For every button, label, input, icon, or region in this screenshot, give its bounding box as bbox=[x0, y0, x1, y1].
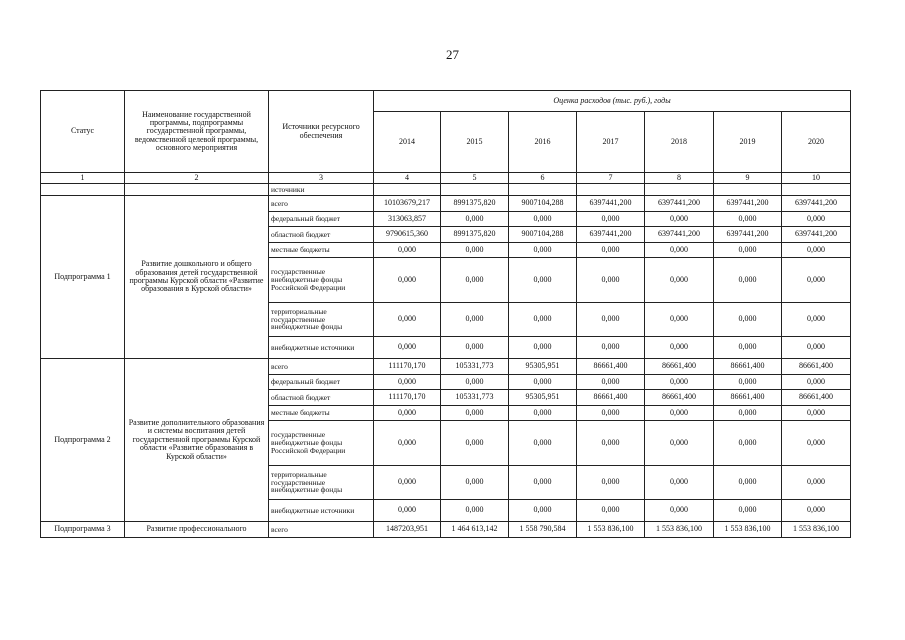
row-value: 0,000 bbox=[509, 303, 577, 337]
row-value: 0,000 bbox=[645, 466, 714, 500]
column-number: 9 bbox=[714, 173, 782, 184]
header-name: Наименование государственной программы, подпрограммы государственной программы, ведомственной целевой программы, основного мероприятия bbox=[125, 91, 269, 173]
row-value: 0,000 bbox=[509, 421, 577, 466]
row-value: 0,000 bbox=[714, 375, 782, 390]
row-value: 86661,400 bbox=[577, 390, 645, 406]
row-value: 105331,773 bbox=[441, 390, 509, 406]
row-value: 0,000 bbox=[441, 406, 509, 421]
row-value: 6397441,200 bbox=[645, 196, 714, 212]
column-number-row bbox=[41, 173, 851, 184]
row-source: федеральный бюджет bbox=[269, 375, 374, 390]
carryover-value bbox=[714, 184, 782, 196]
row-value: 6397441,200 bbox=[645, 227, 714, 243]
row-value: 0,000 bbox=[509, 466, 577, 500]
row-value: 0,000 bbox=[782, 421, 851, 466]
row-source: областной бюджет bbox=[269, 390, 374, 406]
row-value: 1487203,951 bbox=[374, 522, 441, 538]
row-value: 0,000 bbox=[374, 466, 441, 500]
row-program-name: Развитие дополнительного образования и системы воспитания детей государственной программы Курской области «Развитие образования в Курской области» bbox=[125, 359, 269, 522]
row-source: федеральный бюджет bbox=[269, 212, 374, 227]
row-program-name: Развитие профессионального bbox=[125, 522, 269, 538]
row-value: 0,000 bbox=[714, 258, 782, 303]
row-value: 86661,400 bbox=[714, 359, 782, 375]
row-status: Подпрограмма 3 bbox=[41, 522, 125, 538]
row-value: 313063,857 bbox=[374, 212, 441, 227]
carryover-value bbox=[441, 184, 509, 196]
table-row bbox=[41, 522, 851, 538]
row-value: 86661,400 bbox=[577, 359, 645, 375]
row-value: 0,000 bbox=[509, 406, 577, 421]
row-source: территориальные государственные внебюджетные фонды bbox=[269, 466, 374, 500]
header-year: 2020 bbox=[782, 112, 851, 173]
row-value: 0,000 bbox=[577, 375, 645, 390]
row-value: 0,000 bbox=[441, 258, 509, 303]
row-value: 0,000 bbox=[441, 466, 509, 500]
row-value: 0,000 bbox=[577, 303, 645, 337]
row-value: 0,000 bbox=[509, 337, 577, 359]
row-value: 95305,951 bbox=[509, 359, 577, 375]
row-value: 0,000 bbox=[782, 466, 851, 500]
row-value: 0,000 bbox=[441, 337, 509, 359]
row-value: 0,000 bbox=[645, 243, 714, 258]
header-source: Источники ресурсного обеспечения bbox=[269, 91, 374, 173]
budget-table bbox=[40, 90, 851, 538]
row-value: 1 553 836,100 bbox=[782, 522, 851, 538]
row-value: 0,000 bbox=[645, 303, 714, 337]
column-number: 6 bbox=[509, 173, 577, 184]
row-value: 1 553 836,100 bbox=[577, 522, 645, 538]
carryover-value bbox=[645, 184, 714, 196]
row-value: 1 553 836,100 bbox=[645, 522, 714, 538]
row-value: 0,000 bbox=[714, 212, 782, 227]
table-body bbox=[41, 184, 851, 538]
row-value: 0,000 bbox=[714, 466, 782, 500]
header-year: 2018 bbox=[645, 112, 714, 173]
row-value: 0,000 bbox=[441, 375, 509, 390]
row-value: 86661,400 bbox=[645, 390, 714, 406]
row-value: 1 464 613,142 bbox=[441, 522, 509, 538]
row-value: 0,000 bbox=[645, 500, 714, 522]
column-number: 8 bbox=[645, 173, 714, 184]
column-number: 7 bbox=[577, 173, 645, 184]
row-value: 0,000 bbox=[374, 500, 441, 522]
row-value: 1 558 790,584 bbox=[509, 522, 577, 538]
row-source: всего bbox=[269, 359, 374, 375]
row-value: 0,000 bbox=[441, 243, 509, 258]
row-value: 0,000 bbox=[782, 212, 851, 227]
row-value: 0,000 bbox=[645, 406, 714, 421]
row-value: 10103679,217 bbox=[374, 196, 441, 212]
carryover-row bbox=[41, 184, 851, 196]
row-value: 86661,400 bbox=[782, 359, 851, 375]
row-value: 0,000 bbox=[374, 258, 441, 303]
row-value: 0,000 bbox=[577, 466, 645, 500]
header-year: 2019 bbox=[714, 112, 782, 173]
row-value: 1 553 836,100 bbox=[714, 522, 782, 538]
carryover-value bbox=[577, 184, 645, 196]
row-source: государственные внебюджетные фонды Российской Федерации bbox=[269, 421, 374, 466]
row-value: 0,000 bbox=[714, 500, 782, 522]
row-source: местные бюджеты bbox=[269, 243, 374, 258]
row-value: 0,000 bbox=[782, 500, 851, 522]
row-status: Подпрограмма 2 bbox=[41, 359, 125, 522]
row-value: 0,000 bbox=[714, 243, 782, 258]
row-value: 0,000 bbox=[374, 303, 441, 337]
row-value: 0,000 bbox=[509, 258, 577, 303]
row-value: 0,000 bbox=[577, 421, 645, 466]
row-value: 9790615,360 bbox=[374, 227, 441, 243]
row-value: 0,000 bbox=[645, 258, 714, 303]
carryover-value bbox=[782, 184, 851, 196]
row-value: 0,000 bbox=[374, 421, 441, 466]
row-value: 6397441,200 bbox=[714, 196, 782, 212]
row-status: Подпрограмма 1 bbox=[41, 196, 125, 359]
row-source: территориальные государственные внебюджетные фонды bbox=[269, 303, 374, 337]
row-value: 9007104,288 bbox=[509, 227, 577, 243]
row-value: 111170,170 bbox=[374, 359, 441, 375]
row-value: 0,000 bbox=[374, 243, 441, 258]
row-source: местные бюджеты bbox=[269, 406, 374, 421]
row-source: внебюджетные источники bbox=[269, 337, 374, 359]
row-value: 0,000 bbox=[441, 500, 509, 522]
row-value: 0,000 bbox=[782, 375, 851, 390]
column-number: 10 bbox=[782, 173, 851, 184]
page-number: 27 bbox=[446, 47, 459, 62]
row-value: 0,000 bbox=[782, 258, 851, 303]
row-value: 0,000 bbox=[645, 212, 714, 227]
header-year: 2017 bbox=[577, 112, 645, 173]
row-value: 0,000 bbox=[782, 243, 851, 258]
table-row bbox=[41, 359, 851, 375]
row-value: 0,000 bbox=[509, 375, 577, 390]
row-source: областной бюджет bbox=[269, 227, 374, 243]
row-value: 105331,773 bbox=[441, 359, 509, 375]
row-value: 0,000 bbox=[714, 406, 782, 421]
row-value: 0,000 bbox=[374, 375, 441, 390]
row-value: 95305,951 bbox=[509, 390, 577, 406]
row-value: 0,000 bbox=[577, 243, 645, 258]
row-value: 0,000 bbox=[782, 337, 851, 359]
header-year: 2016 bbox=[509, 112, 577, 173]
row-value: 0,000 bbox=[714, 337, 782, 359]
column-number: 2 bbox=[125, 173, 269, 184]
row-value: 9007104,288 bbox=[509, 196, 577, 212]
column-number: 5 bbox=[441, 173, 509, 184]
row-source: всего bbox=[269, 522, 374, 538]
row-value: 0,000 bbox=[645, 375, 714, 390]
row-value: 0,000 bbox=[509, 243, 577, 258]
column-number: 3 bbox=[269, 173, 374, 184]
row-value: 0,000 bbox=[577, 337, 645, 359]
row-source: всего bbox=[269, 196, 374, 212]
row-value: 0,000 bbox=[374, 406, 441, 421]
row-program-name: Развитие дошкольного и общего образования детей государственной программы Курской области «Развитие образования в Курской области» bbox=[125, 196, 269, 359]
row-value: 0,000 bbox=[782, 303, 851, 337]
row-value: 6397441,200 bbox=[782, 227, 851, 243]
row-value: 86661,400 bbox=[645, 359, 714, 375]
row-value: 0,000 bbox=[577, 500, 645, 522]
row-value: 0,000 bbox=[714, 303, 782, 337]
row-value: 8991375,820 bbox=[441, 227, 509, 243]
carryover-status bbox=[41, 184, 125, 196]
header-year: 2014 bbox=[374, 112, 441, 173]
row-value: 0,000 bbox=[441, 303, 509, 337]
row-value: 6397441,200 bbox=[577, 227, 645, 243]
carryover-source: источники bbox=[269, 184, 374, 196]
row-value: 0,000 bbox=[441, 212, 509, 227]
row-value: 86661,400 bbox=[782, 390, 851, 406]
row-value: 86661,400 bbox=[714, 390, 782, 406]
row-source: государственные внебюджетные фонды Российской Федерации bbox=[269, 258, 374, 303]
row-value: 0,000 bbox=[577, 406, 645, 421]
row-value: 0,000 bbox=[374, 337, 441, 359]
row-value: 8991375,820 bbox=[441, 196, 509, 212]
row-value: 0,000 bbox=[782, 406, 851, 421]
row-value: 0,000 bbox=[509, 500, 577, 522]
row-value: 0,000 bbox=[509, 212, 577, 227]
row-value: 0,000 bbox=[441, 421, 509, 466]
header-estimate: Оценка расходов (тыс. руб.), годы bbox=[374, 91, 851, 112]
row-value: 0,000 bbox=[577, 212, 645, 227]
row-value: 6397441,200 bbox=[577, 196, 645, 212]
row-value: 0,000 bbox=[645, 337, 714, 359]
table-row bbox=[41, 196, 851, 212]
row-value: 0,000 bbox=[577, 258, 645, 303]
row-value: 6397441,200 bbox=[782, 196, 851, 212]
header-status: Статус bbox=[41, 91, 125, 173]
row-source: внебюджетные источники bbox=[269, 500, 374, 522]
row-value: 0,000 bbox=[645, 421, 714, 466]
carryover-name bbox=[125, 184, 269, 196]
row-value: 111170,170 bbox=[374, 390, 441, 406]
carryover-value bbox=[509, 184, 577, 196]
carryover-value bbox=[374, 184, 441, 196]
column-number: 1 bbox=[41, 173, 125, 184]
row-value: 0,000 bbox=[714, 421, 782, 466]
header-year: 2015 bbox=[441, 112, 509, 173]
column-number: 4 bbox=[374, 173, 441, 184]
row-value: 6397441,200 bbox=[714, 227, 782, 243]
